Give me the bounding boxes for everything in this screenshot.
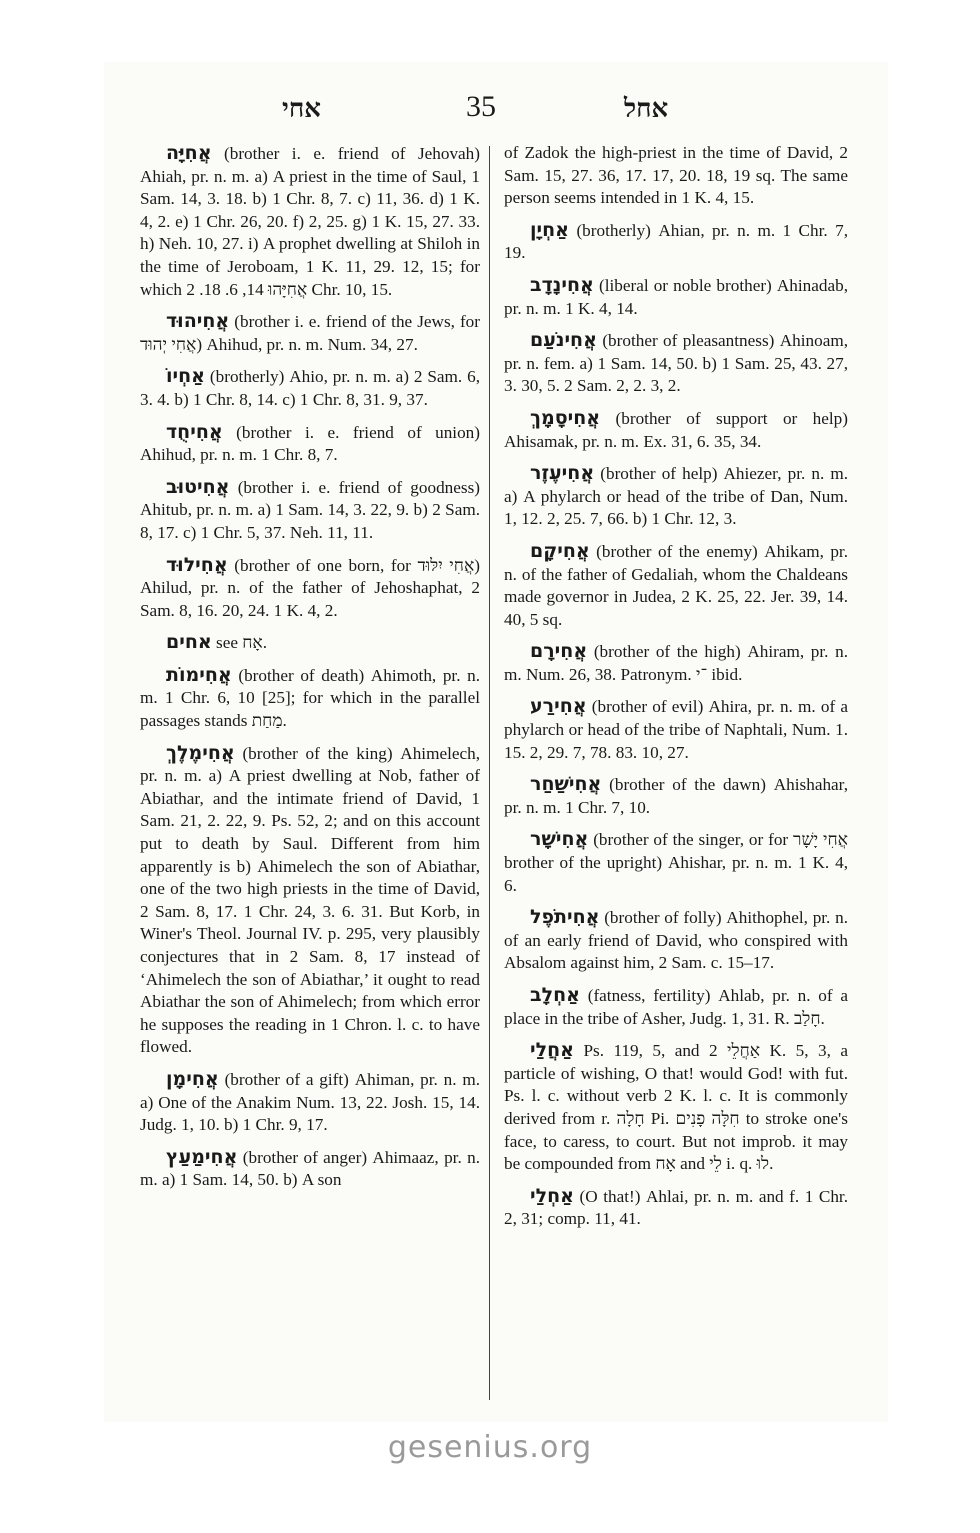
dictionary-entry xyxy=(504,142,848,210)
entry-definition: (brother of the dawn) Ahishahar, pr. n. m. 1 Chr. 7, 10. xyxy=(504,775,848,817)
entry-headword: אֲחִירָם xyxy=(530,640,588,663)
dictionary-entry xyxy=(504,984,848,1030)
dictionary-entry xyxy=(140,142,480,301)
dictionary-entry xyxy=(140,554,480,623)
dictionary-entry xyxy=(504,773,848,819)
entry-headword: אֲחִיחֻד xyxy=(166,420,223,443)
dictionary-entry xyxy=(140,310,480,356)
dictionary-entry xyxy=(140,421,480,467)
entry-definition: (brother of death) Ahimoth, pr. n. m. 1 Chr. 6, 10 [25]; for which in the parallel passages stands מַחַת. xyxy=(140,665,481,731)
entry-definition: (brother i. e. friend of goodness) Ahitub, pr. n. m. a) 1 Sam. 14, 3. 22, 9. b) 2 Sam. 8, 17. c) 1 Chr. 5, 37. Neh. 11, 11. xyxy=(140,477,480,542)
entry-headword: אֲחִימֶלֶךְ xyxy=(166,741,235,764)
entry-definition: (fatness, fertility) Ahlab, pr. n. of a place in the tribe of Asher, Judg. 1, 31. R. חָלַב. xyxy=(504,986,848,1028)
entry-headword: אֲחִיטוּב xyxy=(166,475,230,498)
entry-definition: (brother i. e. friend of the Jews, for אֲחִי יְהוּד) Ahihud, pr. n. m. Num. 34, 27. xyxy=(140,312,481,354)
entry-definition: (brother of anger) Ahimaaz, pr. n. m. a) 1 Sam. 14, 50. b) A son xyxy=(140,1147,480,1190)
entry-definition: (brother of folly) Ahithophel, pr. n. of an early friend of David, who conspired with Absalom against him, 2 Sam. c. 15–17. xyxy=(504,908,848,973)
dictionary-entry xyxy=(140,365,480,411)
entry-definition: (brother of a gift) Ahiman, pr. n. m. a) One of the Anakim Num. 13, 22. Josh. 15, 14. Judg. 1, 10. b) 1 Chr. 9, 17. xyxy=(140,1069,480,1135)
entry-definition: (brother of support or help) Ahisamak, pr. n. m. Ex. 31, 6. 35, 34. xyxy=(504,408,848,451)
dictionary-entry xyxy=(504,906,848,975)
entry-definition: (brother of the enemy) Ahikam, pr. n. of the father of Gedaliah, whom the Chaldeans made governor in Judea, 2 K. 25, 22. Jer. 39, 14. 40, 5 sq. xyxy=(504,541,849,629)
running-head-left: אחי xyxy=(282,94,321,123)
entry-headword: אַחְיָן xyxy=(530,218,570,241)
dictionary-entry xyxy=(504,329,848,398)
entry-definition: Ps. 119, 5, and אַחֲלֵי 2 K. 5, 3, a particle of wishing, O that! would God! with fut. Ps. l. c. without verb 2 K. l. c. It is commonly derived from r. חָלָה Pi. חִלָּה פָנִים to stroke one's face, to caress, to court. But not improb. it may be compounded from אָח and לֵי i. q. לוּ. xyxy=(504,1041,849,1174)
entry-headword: אֲחִיעֶזֶר xyxy=(530,462,595,485)
dictionary-entry xyxy=(504,828,848,897)
entry-headword: אֲחִיתֹפֶל xyxy=(530,906,600,929)
entry-definition: of Zadok the high-priest in the time of David, 2 Sam. 15, 27. 36, 17. 17, 20. 18, 19 sq. The same person seems intended in 1 K. 4, 15. xyxy=(504,143,848,208)
dictionary-entry xyxy=(504,695,848,764)
entry-headword: אֲחִילוּד xyxy=(166,553,228,576)
entry-definition: (brother of the high) Ahiram, pr. n. m. Num. 26, 38. Patronym. ־י ibid. xyxy=(504,642,849,684)
column-divider xyxy=(489,146,490,1400)
entry-headword: אֲחִימַעַץ xyxy=(166,1145,238,1168)
entry-definition: (brother of the king) Ahimelech, pr. n. m. a) A priest dwelling at Nob, father of Abiathar, and the intimate friend of David, 1 Sam. 21, 2. 22, 9. Ps. 52, 2; and on this account put to death by Saul. Different from him apparently is b) Ahimelech the son of Abiathar, one of the two high priests in the time of David, 2 Sam. 8, 17. 1 Chr. 24, 3. 6. 31. But Korb, in Winer's Theol. Journal IV. p. 295, very plausibly conjectures that in 2 Sam. 8, 17 instead of ‘Ahimelech the son of Abiathar,’ it ought to read Abiathar the son of Ahimelech; from which error he supposes the reading in 1 Chron. l. c. to have flowed. xyxy=(140,743,481,1057)
entry-definition: (brother i. e. friend of Jehovah) Ahiah, pr. n. m. a) A priest in the time of Saul, 1 Sam. 14, 3. 18. b) 1 Chr. 8, 7. c) 11, 36. d) 1 K. 4, 2. e) 1 Chr. 26, 20. f) 2, 25. g) 1 K. 15, 27. 33. h) Neh. 10, 27. i) A prophet dwelling at Shiloh in the time of Jeroboam, 1 K. 11, 29. 12, 15; for which אֲחִיָּהוּ 14, 6. 18. 2 Chr. 10, 15. xyxy=(140,144,480,299)
entry-headword: אֲחִיקָם xyxy=(530,539,590,562)
entry-headword: אֲחִישַׁחַר xyxy=(530,773,602,796)
entry-headword: אֲחִירַע xyxy=(530,695,587,718)
entry-definition: (brother i. e. friend of union) Ahihud, pr. n. m. 1 Chr. 8, 7. xyxy=(140,422,480,465)
dictionary-entry xyxy=(504,219,848,265)
entry-definition: (brother of pleasantness) Ahinoam, pr. n. fem. a) 1 Sam. 14, 50. b) 1 Sam. 25, 43. 27, 3. 30, 5. 2 Sam. 2, 2. 3, 2. xyxy=(504,331,849,396)
dictionary-entry xyxy=(504,540,848,631)
dictionary-entry xyxy=(140,631,480,655)
page-number: 35 xyxy=(466,90,496,123)
entry-definition: (O that!) Ahlai, pr. n. m. and f. 1 Chr. 2, 31; comp. 11, 41. xyxy=(504,1186,849,1229)
dictionary-entry xyxy=(140,476,480,545)
entry-definition: (brother of evil) Ahira, pr. n. m. of a phylarch or head of the tribe of Naphtali, Num. 1. 15. 2, 29. 7, 78. 83. 10, 27. xyxy=(504,697,848,762)
entry-definition: (liberal or noble brother) Ahinadab, pr. n. m. 1 K. 4, 14. xyxy=(504,275,848,318)
watermark: gesenius.org xyxy=(387,1430,593,1465)
dictionary-entry xyxy=(504,640,848,686)
entry-headword: אַחֲלַי xyxy=(530,1039,574,1062)
dictionary-entry xyxy=(504,462,848,531)
right-column xyxy=(504,142,848,1240)
entry-definition: see אָח. xyxy=(216,633,268,653)
dictionary-entry xyxy=(140,1068,480,1137)
entry-headword: אֲחִיהוּד xyxy=(166,310,230,333)
entry-headword: אֲחִיסָמָךְ xyxy=(530,406,601,429)
entry-definition: (brotherly) Ahio, pr. n. m. a) 2 Sam. 6, 3. 4. b) 1 Chr. 8, 14. c) 1 Chr. 8, 31. 9, 37. xyxy=(140,367,480,409)
left-column xyxy=(140,142,480,1201)
entry-definition: (brother of one born, for אֲחִי יִלּוּד) Ahilud, pr. n. of the father of Jehoshaphat, 2 Sam. 8, 16. 20, 24. 1 K. 4, 2. xyxy=(140,555,480,620)
entry-headword: אֲחִישָׁר xyxy=(530,828,589,851)
entry-definition: (brotherly) Ahian, pr. n. m. 1 Chr. 7, 19. xyxy=(504,220,849,263)
entry-headword: אַחְלַי xyxy=(530,1184,574,1207)
entry-headword: אחים xyxy=(166,631,212,654)
entry-headword: אַחְלָב xyxy=(530,984,580,1006)
entry-definition: (brother of the singer, or for אֲחִי יָשָׁר brother of the upright) Ahishar, pr. n. m. 1 K. 4, 6. xyxy=(504,830,848,895)
dictionary-entry xyxy=(140,742,480,1059)
dictionary-entry xyxy=(504,1185,848,1231)
entry-headword: אֲחִיָּה xyxy=(166,142,212,164)
entry-headword: אֲחִימָן xyxy=(166,1067,219,1090)
page-header xyxy=(0,92,980,132)
dictionary-entry xyxy=(504,274,848,320)
dictionary-entry xyxy=(140,664,480,733)
dictionary-entry xyxy=(140,1146,480,1192)
entry-definition: (brother of help) Ahiezer, pr. n. m. a) A phylarch or head of the tribe of Dan, Num. 1, 12. 2, 25. 7, 66. b) 1 Chr. 12, 3. xyxy=(504,464,848,529)
entry-headword: אַחְיוֹ xyxy=(166,365,206,388)
dictionary-entry xyxy=(504,1039,848,1176)
dictionary-entry xyxy=(504,407,848,453)
entry-headword: אֲחִימוֹת xyxy=(166,663,232,686)
running-head-right: אחל xyxy=(624,94,669,123)
entry-headword: אֲחִינֹעַם xyxy=(530,329,597,352)
entry-headword: אֲחִינָדָב xyxy=(530,273,594,296)
